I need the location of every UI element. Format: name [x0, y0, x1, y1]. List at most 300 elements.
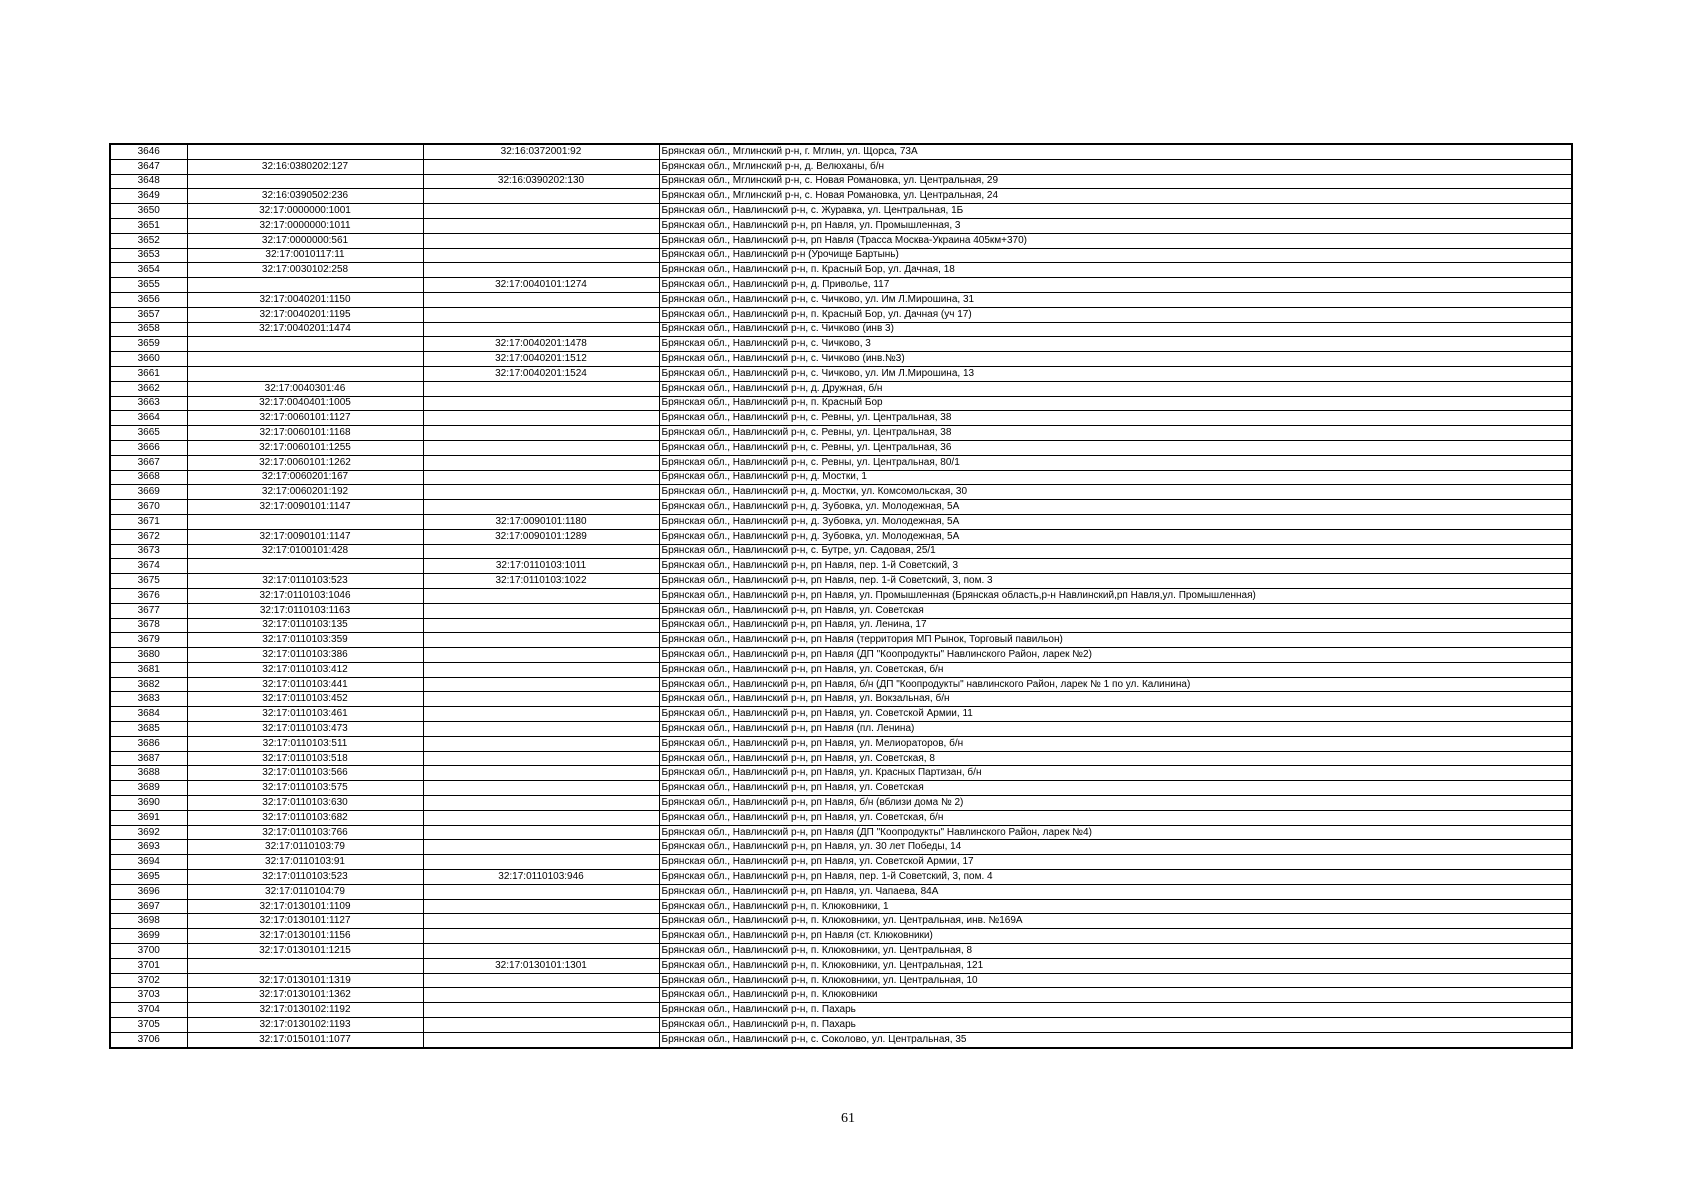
table-row — [110, 810, 1572, 825]
row-number-cell: 3675 — [110, 574, 187, 589]
row-number-cell: 3674 — [110, 559, 187, 574]
address-cell: Брянская обл., Навлинский р-н, п. Красный Бор, ул. Дачная, 18 — [659, 263, 1572, 278]
table-row — [110, 899, 1572, 914]
table-row — [110, 248, 1572, 263]
table-row — [110, 144, 1572, 159]
cadastral-number-cell — [187, 144, 423, 159]
address-cell: Брянская обл., Навлинский р-н, с. Чичково, ул. Им Л.Мирошина, 13 — [659, 366, 1572, 381]
cadastral-number-alt-cell — [423, 455, 659, 470]
row-number-cell: 3654 — [110, 263, 187, 278]
address-cell: Брянская обл., Навлинский р-н, рп Навля (ДП "Коопродукты" Навлинского Район, ларек №4) — [659, 825, 1572, 840]
row-number-cell: 3657 — [110, 307, 187, 322]
cadastral-number-alt-cell — [423, 218, 659, 233]
row-number-cell: 3690 — [110, 796, 187, 811]
cadastral-number-alt-cell — [423, 603, 659, 618]
cadastral-number-cell: 32:17:0110103:91 — [187, 855, 423, 870]
cadastral-number-alt-cell: 32:17:0130101:1301 — [423, 958, 659, 973]
table-row — [110, 366, 1572, 381]
cadastral-number-cell: 32:17:0110103:386 — [187, 648, 423, 663]
row-number-cell: 3647 — [110, 159, 187, 174]
cadastral-number-cell: 32:17:0010117:11 — [187, 248, 423, 263]
cadastral-number-alt-cell — [423, 677, 659, 692]
row-number-cell: 3649 — [110, 189, 187, 204]
table-row — [110, 204, 1572, 219]
cadastral-number-cell: 32:17:0110103:523 — [187, 870, 423, 885]
row-number-cell: 3658 — [110, 322, 187, 337]
cadastral-number-cell — [187, 559, 423, 574]
address-cell: Брянская обл., Навлинский р-н, рп Навля, ул. Мелиораторов, б/н — [659, 736, 1572, 751]
address-cell: Брянская обл., Навлинский р-н, с. Бутре, ул. Садовая, 25/1 — [659, 544, 1572, 559]
row-number-cell: 3653 — [110, 248, 187, 263]
address-cell: Брянская обл., Навлинский р-н, рп Навля, ул. Советская — [659, 603, 1572, 618]
address-cell: Брянская обл., Мглинский р-н, с. Новая Романовка, ул. Центральная, 29 — [659, 174, 1572, 189]
row-number-cell: 3676 — [110, 588, 187, 603]
cadastral-number-cell: 32:17:0060101:1255 — [187, 440, 423, 455]
address-cell: Брянская обл., Навлинский р-н, рп Навля, б/н (ДП "Коопродукты" навлинского Район, ларек № 1 по ул. Калинина) — [659, 677, 1572, 692]
cadastral-number-alt-cell — [423, 736, 659, 751]
cadastral-number-alt-cell — [423, 411, 659, 426]
cadastral-number-alt-cell — [423, 855, 659, 870]
cadastral-number-cell: 32:17:0130102:1192 — [187, 1003, 423, 1018]
table-row — [110, 884, 1572, 899]
cadastral-number-cell: 32:17:0090101:1147 — [187, 500, 423, 515]
table-row — [110, 174, 1572, 189]
row-number-cell: 3663 — [110, 396, 187, 411]
cadastral-number-cell: 32:17:0000000:561 — [187, 233, 423, 248]
table-row — [110, 396, 1572, 411]
cadastral-number-alt-cell — [423, 588, 659, 603]
cadastral-number-cell: 32:17:0110103:511 — [187, 736, 423, 751]
cadastral-number-alt-cell — [423, 307, 659, 322]
cadastral-number-cell: 32:16:0390502:236 — [187, 189, 423, 204]
address-cell: Брянская обл., Мглинский р-н, д. Велюханы, б/н — [659, 159, 1572, 174]
cadastral-number-cell: 32:17:0040201:1474 — [187, 322, 423, 337]
cadastral-number-alt-cell — [423, 159, 659, 174]
table-row — [110, 751, 1572, 766]
table-row — [110, 781, 1572, 796]
cadastral-number-cell — [187, 958, 423, 973]
table-row — [110, 159, 1572, 174]
cadastral-number-cell: 32:17:0060201:192 — [187, 485, 423, 500]
cadastral-number-cell: 32:17:0000000:1011 — [187, 218, 423, 233]
cadastral-number-cell: 32:17:0110103:682 — [187, 810, 423, 825]
address-cell: Брянская обл., Навлинский р-н, п. Клюковники, ул. Центральная, 121 — [659, 958, 1572, 973]
address-cell: Брянская обл., Навлинский р-н, рп Навля, ул. Чапаева, 84А — [659, 884, 1572, 899]
table-body — [110, 144, 1572, 1048]
cadastral-number-alt-cell — [423, 426, 659, 441]
row-number-cell: 3684 — [110, 707, 187, 722]
cadastral-number-alt-cell: 32:17:0110103:1011 — [423, 559, 659, 574]
address-cell: Брянская обл., Навлинский р-н, с. Чичково, 3 — [659, 337, 1572, 352]
row-number-cell: 3687 — [110, 751, 187, 766]
cadastral-number-cell: 32:17:0060101:1262 — [187, 455, 423, 470]
row-number-cell: 3692 — [110, 825, 187, 840]
address-cell: Брянская обл., Навлинский р-н, с. Чичково (инв.№3) — [659, 352, 1572, 367]
address-cell: Брянская обл., Навлинский р-н, с. Ревны, ул. Центральная, 38 — [659, 426, 1572, 441]
address-cell: Брянская обл., Навлинский р-н, рп Навля, ул. Советская, б/н — [659, 662, 1572, 677]
table-row — [110, 662, 1572, 677]
row-number-cell: 3656 — [110, 292, 187, 307]
address-cell: Брянская обл., Навлинский р-н, рп Навля, ул. Промышленная, 3 — [659, 218, 1572, 233]
cadastral-number-cell: 32:17:0060101:1127 — [187, 411, 423, 426]
row-number-cell: 3665 — [110, 426, 187, 441]
address-cell: Брянская обл., Навлинский р-н, рп Навля, пер. 1-й Советский, 3, пом. 4 — [659, 870, 1572, 885]
cadastral-number-alt-cell — [423, 988, 659, 1003]
table-row — [110, 603, 1572, 618]
table-row — [110, 470, 1572, 485]
cadastral-number-cell: 32:17:0110103:461 — [187, 707, 423, 722]
address-cell: Брянская обл., Навлинский р-н, п. Клюковники, ул. Центральная, 8 — [659, 944, 1572, 959]
row-number-cell: 3664 — [110, 411, 187, 426]
table-row — [110, 426, 1572, 441]
table-row — [110, 337, 1572, 352]
table-row — [110, 322, 1572, 337]
row-number-cell: 3706 — [110, 1032, 187, 1047]
address-cell: Брянская обл., Навлинский р-н, рп Навля, пер. 1-й Советский, 3, пом. 3 — [659, 574, 1572, 589]
cadastral-number-alt-cell — [423, 840, 659, 855]
address-cell: Брянская обл., Навлинский р-н, рп Навля, ул. Советской Армии, 11 — [659, 707, 1572, 722]
address-cell: Брянская обл., Навлинский р-н, д. Зубовка, ул. Молодежная, 5А — [659, 514, 1572, 529]
table-row — [110, 381, 1572, 396]
address-cell: Брянская обл., Навлинский р-н, с. Соколово, ул. Центральная, 35 — [659, 1032, 1572, 1047]
row-number-cell: 3697 — [110, 899, 187, 914]
cadastral-number-alt-cell — [423, 796, 659, 811]
row-number-cell: 3670 — [110, 500, 187, 515]
cadastral-number-alt-cell — [423, 322, 659, 337]
address-cell: Брянская обл., Навлинский р-н, рп Навля, ул. Советской Армии, 17 — [659, 855, 1572, 870]
row-number-cell: 3648 — [110, 174, 187, 189]
row-number-cell: 3699 — [110, 929, 187, 944]
cadastral-number-alt-cell — [423, 440, 659, 455]
address-cell: Брянская обл., Навлинский р-н, с. Ревны, ул. Центральная, 80/1 — [659, 455, 1572, 470]
cadastral-number-alt-cell: 32:17:0040201:1512 — [423, 352, 659, 367]
cadastral-number-cell: 32:17:0130101:1215 — [187, 944, 423, 959]
table-row — [110, 559, 1572, 574]
address-cell: Брянская обл., Мглинский р-н, г. Мглин, ул. Щорса, 73А — [659, 144, 1572, 159]
cadastral-number-cell: 32:17:0110103:359 — [187, 633, 423, 648]
row-number-cell: 3694 — [110, 855, 187, 870]
table-row — [110, 292, 1572, 307]
row-number-cell: 3646 — [110, 144, 187, 159]
cadastral-number-cell: 32:17:0090101:1147 — [187, 529, 423, 544]
cadastral-number-alt-cell: 32:17:0040101:1274 — [423, 278, 659, 293]
table-row — [110, 514, 1572, 529]
address-cell: Брянская обл., Навлинский р-н, п. Красный Бор, ул. Дачная (уч 17) — [659, 307, 1572, 322]
table-row — [110, 855, 1572, 870]
table-row — [110, 633, 1572, 648]
cadastral-number-cell: 32:17:0130101:1127 — [187, 914, 423, 929]
table-row — [110, 766, 1572, 781]
row-number-cell: 3678 — [110, 618, 187, 633]
cadastral-number-cell: 32:17:0110103:518 — [187, 751, 423, 766]
address-cell: Брянская обл., Навлинский р-н, рп Навля, ул. Вокзальная, б/н — [659, 692, 1572, 707]
row-number-cell: 3705 — [110, 1018, 187, 1033]
table-row — [110, 958, 1572, 973]
table-row — [110, 618, 1572, 633]
address-cell: Брянская обл., Навлинский р-н, рп Навля, ул. Промышленная (Брянская область,р-н Навлинский,рп Навля,ул. Промышленная) — [659, 588, 1572, 603]
table-row — [110, 929, 1572, 944]
table-row — [110, 692, 1572, 707]
address-cell: Брянская обл., Навлинский р-н, с. Ревны, ул. Центральная, 38 — [659, 411, 1572, 426]
row-number-cell: 3683 — [110, 692, 187, 707]
cadastral-number-cell: 32:17:0110103:135 — [187, 618, 423, 633]
cadastral-number-alt-cell — [423, 204, 659, 219]
row-number-cell: 3701 — [110, 958, 187, 973]
table-row — [110, 440, 1572, 455]
cadastral-number-cell — [187, 278, 423, 293]
cadastral-number-alt-cell — [423, 929, 659, 944]
cadastral-number-cell: 32:17:0110103:1163 — [187, 603, 423, 618]
cadastral-number-alt-cell — [423, 1018, 659, 1033]
cadastral-number-cell: 32:17:0040401:1005 — [187, 396, 423, 411]
address-cell: Брянская обл., Навлинский р-н, п. Пахарь — [659, 1003, 1572, 1018]
row-number-cell: 3666 — [110, 440, 187, 455]
table-row — [110, 233, 1572, 248]
cadastral-number-cell — [187, 514, 423, 529]
cadastral-number-cell — [187, 352, 423, 367]
cadastral-number-alt-cell — [423, 781, 659, 796]
cadastral-number-cell: 32:17:0110103:441 — [187, 677, 423, 692]
cadastral-number-alt-cell — [423, 944, 659, 959]
cadastral-number-alt-cell: 32:17:0040201:1478 — [423, 337, 659, 352]
address-cell: Брянская обл., Навлинский р-н, рп Навля (ст. Клюковники) — [659, 929, 1572, 944]
row-number-cell: 3669 — [110, 485, 187, 500]
cadastral-number-alt-cell: 32:17:0090101:1180 — [423, 514, 659, 529]
cadastral-number-cell: 32:17:0110103:79 — [187, 840, 423, 855]
cadastral-number-cell: 32:17:0030102:258 — [187, 263, 423, 278]
table-row — [110, 1032, 1572, 1047]
table-row — [110, 411, 1572, 426]
cadastral-number-cell — [187, 366, 423, 381]
table-row — [110, 529, 1572, 544]
row-number-cell: 3668 — [110, 470, 187, 485]
cadastral-number-alt-cell — [423, 648, 659, 663]
address-cell: Брянская обл., Навлинский р-н, с. Чичково, ул. Им Л.Мирошина, 31 — [659, 292, 1572, 307]
table-row — [110, 544, 1572, 559]
cadastral-number-alt-cell — [423, 292, 659, 307]
cadastral-number-alt-cell — [423, 692, 659, 707]
address-cell: Брянская обл., Навлинский р-н, рп Навля (пл. Ленина) — [659, 722, 1572, 737]
row-number-cell: 3693 — [110, 840, 187, 855]
address-cell: Брянская обл., Навлинский р-н, п. Клюковники — [659, 988, 1572, 1003]
row-number-cell: 3677 — [110, 603, 187, 618]
cadastral-number-cell — [187, 337, 423, 352]
address-cell: Брянская обл., Навлинский р-н, д. Зубовка, ул. Молодежная, 5А — [659, 529, 1572, 544]
cadastral-number-alt-cell — [423, 1032, 659, 1047]
cadastral-number-alt-cell — [423, 914, 659, 929]
cadastral-number-cell: 32:17:0110103:566 — [187, 766, 423, 781]
row-number-cell: 3682 — [110, 677, 187, 692]
table-row — [110, 973, 1572, 988]
cadastral-number-cell: 32:17:0110103:575 — [187, 781, 423, 796]
table-row — [110, 825, 1572, 840]
row-number-cell: 3698 — [110, 914, 187, 929]
row-number-cell: 3672 — [110, 529, 187, 544]
cadastral-number-cell — [187, 174, 423, 189]
row-number-cell: 3671 — [110, 514, 187, 529]
address-cell: Брянская обл., Навлинский р-н, п. Клюковники, ул. Центральная, 10 — [659, 973, 1572, 988]
address-cell: Брянская обл., Навлинский р-н, рп Навля, ул. Советская — [659, 781, 1572, 796]
row-number-cell: 3651 — [110, 218, 187, 233]
cadastral-number-alt-cell — [423, 263, 659, 278]
address-cell: Брянская обл., Навлинский р-н, рп Навля, ул. Советская, б/н — [659, 810, 1572, 825]
address-cell: Брянская обл., Навлинский р-н, с. Чичково (инв 3) — [659, 322, 1572, 337]
cadastral-number-alt-cell — [423, 485, 659, 500]
address-cell: Брянская обл., Навлинский р-н, д. Зубовка, ул. Молодежная, 5А — [659, 500, 1572, 515]
cadastral-number-alt-cell — [423, 722, 659, 737]
table-row — [110, 485, 1572, 500]
cadastral-number-alt-cell: 32:16:0390202:130 — [423, 174, 659, 189]
row-number-cell: 3685 — [110, 722, 187, 737]
row-number-cell: 3655 — [110, 278, 187, 293]
cadastral-number-alt-cell — [423, 189, 659, 204]
table-row — [110, 352, 1572, 367]
cadastral-number-cell: 32:17:0110103:412 — [187, 662, 423, 677]
cadastral-number-cell: 32:17:0130101:1156 — [187, 929, 423, 944]
address-cell: Брянская обл., Навлинский р-н, п. Клюковники, ул. Центральная, инв. №169А — [659, 914, 1572, 929]
cadastral-number-cell: 32:17:0130101:1109 — [187, 899, 423, 914]
property-table — [109, 143, 1573, 1049]
cadastral-number-alt-cell: 32:17:0110103:946 — [423, 870, 659, 885]
cadastral-number-alt-cell: 32:17:0040201:1524 — [423, 366, 659, 381]
address-cell: Брянская обл., Навлинский р-н, с. Журавка, ул. Центральная, 1Б — [659, 204, 1572, 219]
cadastral-number-cell: 32:17:0040201:1150 — [187, 292, 423, 307]
table-row — [110, 840, 1572, 855]
table-row — [110, 307, 1572, 322]
row-number-cell: 3691 — [110, 810, 187, 825]
row-number-cell: 3660 — [110, 352, 187, 367]
table-row — [110, 500, 1572, 515]
cadastral-number-alt-cell — [423, 633, 659, 648]
cadastral-number-alt-cell — [423, 618, 659, 633]
table-row — [110, 278, 1572, 293]
cadastral-number-cell: 32:17:0040301:46 — [187, 381, 423, 396]
table-row — [110, 218, 1572, 233]
row-number-cell: 3700 — [110, 944, 187, 959]
table-row — [110, 189, 1572, 204]
row-number-cell: 3667 — [110, 455, 187, 470]
table-row — [110, 870, 1572, 885]
cadastral-number-cell: 32:17:0060201:167 — [187, 470, 423, 485]
row-number-cell: 3681 — [110, 662, 187, 677]
address-cell: Брянская обл., Навлинский р-н, д. Мостки, 1 — [659, 470, 1572, 485]
row-number-cell: 3661 — [110, 366, 187, 381]
table-row — [110, 648, 1572, 663]
cadastral-number-alt-cell — [423, 884, 659, 899]
cadastral-number-cell: 32:17:0110103:452 — [187, 692, 423, 707]
cadastral-number-cell: 32:17:0150101:1077 — [187, 1032, 423, 1047]
cadastral-number-alt-cell — [423, 751, 659, 766]
cadastral-number-alt-cell — [423, 662, 659, 677]
table-row — [110, 914, 1572, 929]
address-cell: Брянская обл., Навлинский р-н, рп Навля (ДП "Коопродукты" Навлинского Район, ларек №2) — [659, 648, 1572, 663]
cadastral-number-cell: 32:17:0100101:428 — [187, 544, 423, 559]
cadastral-number-cell: 32:17:0110103:523 — [187, 574, 423, 589]
cadastral-number-alt-cell — [423, 973, 659, 988]
address-cell: Брянская обл., Навлинский р-н, рп Навля, ул. Красных Партизан, б/н — [659, 766, 1572, 781]
table-row — [110, 722, 1572, 737]
table-row — [110, 736, 1572, 751]
row-number-cell: 3659 — [110, 337, 187, 352]
address-cell: Брянская обл., Навлинский р-н, с. Ревны, ул. Центральная, 36 — [659, 440, 1572, 455]
row-number-cell: 3652 — [110, 233, 187, 248]
row-number-cell: 3688 — [110, 766, 187, 781]
cadastral-number-alt-cell — [423, 1003, 659, 1018]
row-number-cell: 3703 — [110, 988, 187, 1003]
address-cell: Брянская обл., Навлинский р-н, рп Навля, б/н (вблизи дома № 2) — [659, 796, 1572, 811]
cadastral-number-alt-cell — [423, 233, 659, 248]
row-number-cell: 3650 — [110, 204, 187, 219]
address-cell: Брянская обл., Мглинский р-н, с. Новая Романовка, ул. Центральная, 24 — [659, 189, 1572, 204]
cadastral-number-alt-cell: 32:16:0372001:92 — [423, 144, 659, 159]
row-number-cell: 3680 — [110, 648, 187, 663]
address-cell: Брянская обл., Навлинский р-н, д. Мостки, ул. Комсомольская, 30 — [659, 485, 1572, 500]
cadastral-number-cell: 32:17:0060101:1168 — [187, 426, 423, 441]
address-cell: Брянская обл., Навлинский р-н, рп Навля (Трасса Москва-Украина 405км+370) — [659, 233, 1572, 248]
address-cell: Брянская обл., Навлинский р-н, п. Красный Бор — [659, 396, 1572, 411]
cadastral-number-cell: 32:17:0130101:1362 — [187, 988, 423, 1003]
cadastral-number-alt-cell: 32:17:0110103:1022 — [423, 574, 659, 589]
cadastral-number-cell: 32:17:0110104:79 — [187, 884, 423, 899]
address-cell: Брянская обл., Навлинский р-н, д. Приволье, 117 — [659, 278, 1572, 293]
cadastral-number-alt-cell — [423, 500, 659, 515]
table-row — [110, 588, 1572, 603]
table-row — [110, 677, 1572, 692]
cadastral-number-alt-cell — [423, 396, 659, 411]
table-row — [110, 1018, 1572, 1033]
cadastral-number-alt-cell: 32:17:0090101:1289 — [423, 529, 659, 544]
cadastral-number-alt-cell — [423, 825, 659, 840]
row-number-cell: 3696 — [110, 884, 187, 899]
page-number: 61 — [841, 1111, 855, 1126]
address-cell: Брянская обл., Навлинский р-н, рп Навля, ул. Ленина, 17 — [659, 618, 1572, 633]
cadastral-number-cell: 32:17:0000000:1001 — [187, 204, 423, 219]
address-cell: Брянская обл., Навлинский р-н, п. Пахарь — [659, 1018, 1572, 1033]
cadastral-number-cell: 32:17:0130101:1319 — [187, 973, 423, 988]
cadastral-number-cell: 32:17:0130102:1193 — [187, 1018, 423, 1033]
row-number-cell: 3689 — [110, 781, 187, 796]
address-cell: Брянская обл., Навлинский р-н (Урочище Бартынь) — [659, 248, 1572, 263]
cadastral-number-alt-cell — [423, 766, 659, 781]
cadastral-number-cell: 32:17:0040201:1195 — [187, 307, 423, 322]
cadastral-number-alt-cell — [423, 248, 659, 263]
address-cell: Брянская обл., Навлинский р-н, д. Дружная, б/н — [659, 381, 1572, 396]
table-row — [110, 796, 1572, 811]
table-row — [110, 1003, 1572, 1018]
table-row — [110, 455, 1572, 470]
cadastral-number-alt-cell — [423, 810, 659, 825]
cadastral-number-alt-cell — [423, 899, 659, 914]
table-row — [110, 944, 1572, 959]
address-cell: Брянская обл., Навлинский р-н, рп Навля (территория МП Рынок, Торговый павильон) — [659, 633, 1572, 648]
row-number-cell: 3686 — [110, 736, 187, 751]
address-cell: Брянская обл., Навлинский р-н, рп Навля, ул. Советская, 8 — [659, 751, 1572, 766]
table-row — [110, 988, 1572, 1003]
row-number-cell: 3679 — [110, 633, 187, 648]
cadastral-number-cell: 32:17:0110103:630 — [187, 796, 423, 811]
cadastral-number-cell: 32:17:0110103:766 — [187, 825, 423, 840]
address-cell: Брянская обл., Навлинский р-н, рп Навля, пер. 1-й Советский, 3 — [659, 559, 1572, 574]
address-cell: Брянская обл., Навлинский р-н, п. Клюковники, 1 — [659, 899, 1572, 914]
cadastral-number-cell: 32:17:0110103:473 — [187, 722, 423, 737]
cadastral-number-cell: 32:17:0110103:1046 — [187, 588, 423, 603]
row-number-cell: 3673 — [110, 544, 187, 559]
cadastral-number-alt-cell — [423, 381, 659, 396]
address-cell: Брянская обл., Навлинский р-н, рп Навля, ул. 30 лет Победы, 14 — [659, 840, 1572, 855]
cadastral-number-cell: 32:16:0380202:127 — [187, 159, 423, 174]
cadastral-number-alt-cell — [423, 470, 659, 485]
table-row — [110, 707, 1572, 722]
